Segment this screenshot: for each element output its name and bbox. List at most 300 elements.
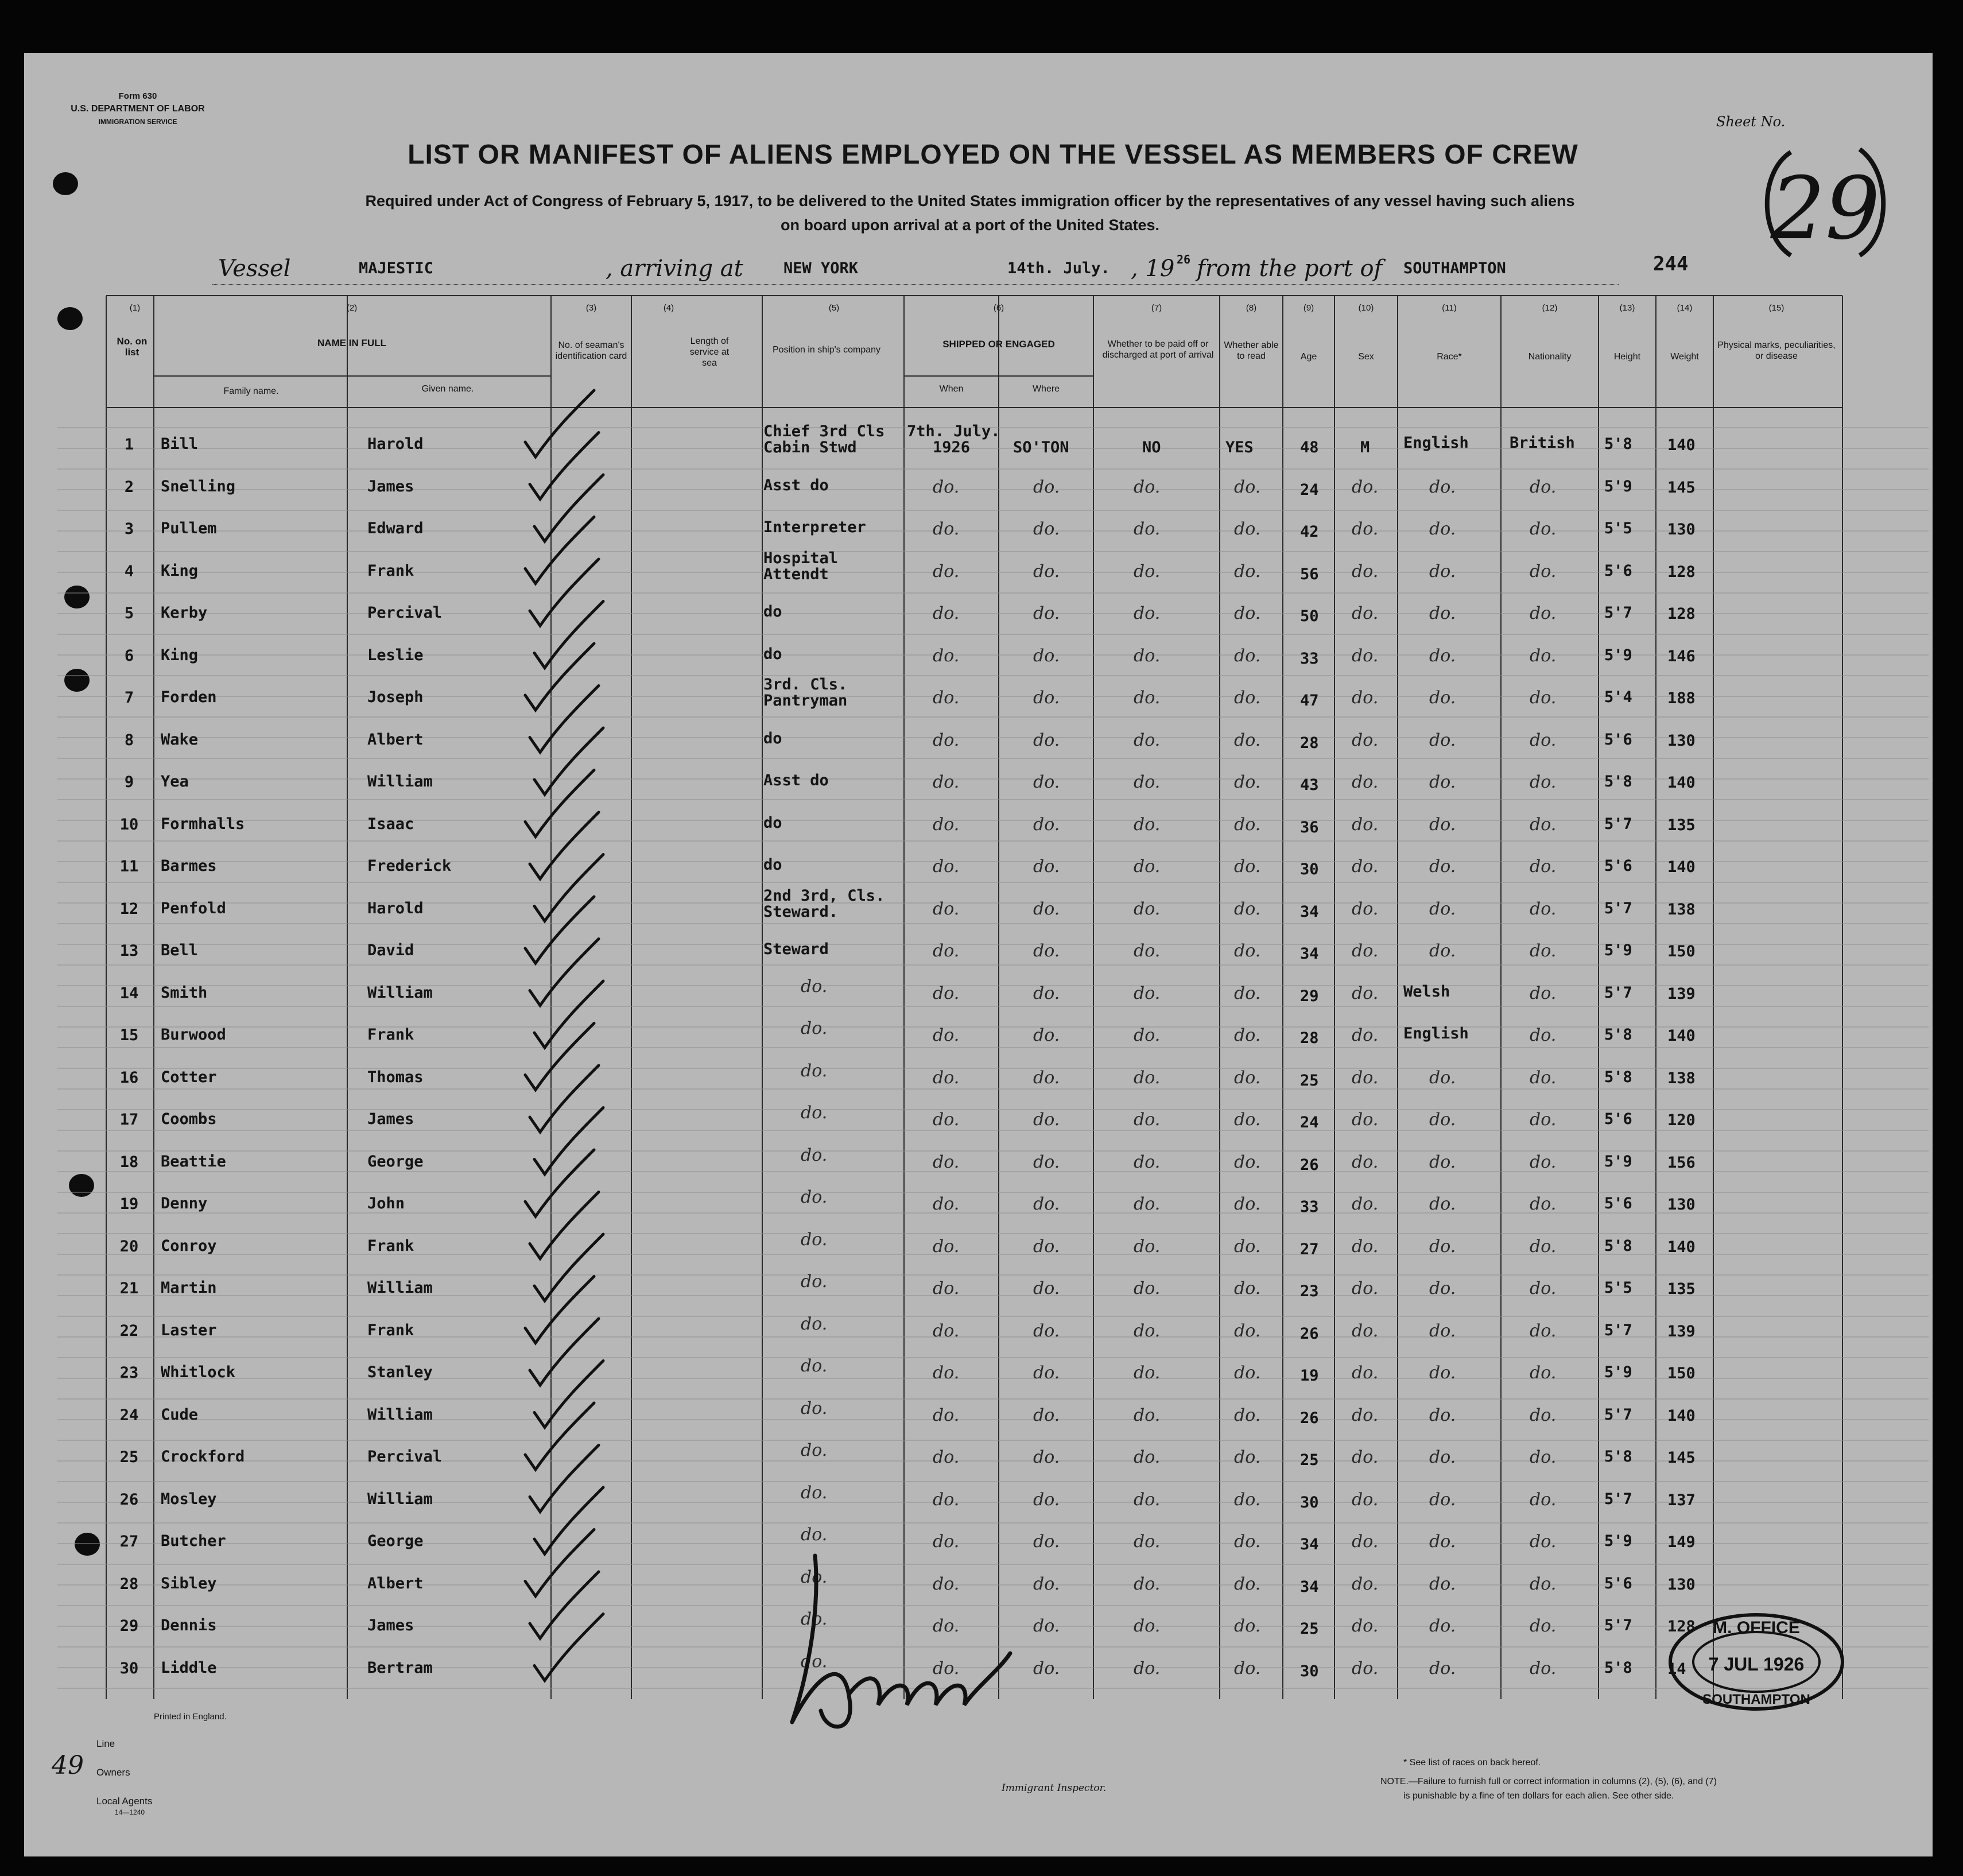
ditto-mark: do. [1033,1110,1060,1130]
height: 5'9 [1604,1532,1632,1550]
row-number: 10 [119,815,139,834]
family-name: Barmes [161,857,217,875]
ditto-mark: do. [1352,814,1379,835]
ditto-mark: do. [1134,1110,1161,1130]
weight: 128 [1667,1618,1696,1635]
ditto-mark: do. [801,1060,828,1081]
ditto-mark: do. [1429,1447,1456,1467]
position: do [763,813,782,832]
position: do [763,603,782,621]
ditto-mark: do. [933,1405,960,1425]
ditto-mark: do. [1429,519,1456,539]
ditto-mark: do. [1033,941,1060,961]
ditto-mark: do. [1530,476,1557,497]
weight: 135 [1667,816,1696,834]
height: 5'7 [1604,899,1632,917]
row-number: 24 [119,1406,139,1424]
ditto-mark: do. [1530,941,1557,961]
ditto-mark: do. [1352,1320,1379,1341]
ditto-mark: do. [1530,603,1557,623]
height: 5'9 [1604,477,1632,495]
ditto-mark: do. [1530,1616,1557,1636]
weight: 128 [1667,605,1696,623]
ditto-mark: do. [1429,1489,1456,1510]
arrival-date: 14th. July. [1007,259,1110,277]
height: 5'6 [1604,857,1632,875]
ditto-mark: do. [1234,1363,1261,1383]
family-name: Dennis [161,1617,217,1634]
family-name: Wake [161,730,199,749]
ditto-mark: do. [1234,561,1261,582]
ditto-mark: do. [1530,983,1557,1003]
row-number: 12 [119,900,139,918]
given-name: Frederick [367,857,452,875]
family-name: King [161,646,199,664]
ditto-mark: do. [1234,1320,1261,1341]
ditto-mark: do. [1234,898,1261,919]
weight: 140 [1667,436,1696,454]
height: 5'7 [1604,1490,1632,1508]
row-number: 26 [119,1490,139,1509]
ditto-mark: do. [933,1110,960,1130]
family-name: Penfold [161,899,226,917]
position: Hospital [763,549,839,567]
family-name: Burwood [161,1026,226,1044]
row-number: 1 [124,436,134,454]
row-number: 22 [119,1321,139,1340]
row-number: 6 [124,646,134,665]
ditto-mark: do. [1429,561,1456,582]
ditto-mark: do. [1429,645,1456,666]
ditto-mark: do. [1429,1532,1456,1552]
ditto-mark: do. [801,1103,828,1123]
col-num-2: (2) [346,303,358,313]
page-reference: 244 [1653,253,1689,276]
age: 34 [1300,1577,1319,1596]
ditto-mark: do. [1429,898,1456,919]
ditto-mark: do. [1352,1658,1379,1679]
family-name: Liddle [161,1658,217,1677]
height: 5'6 [1604,561,1632,580]
ditto-mark: do. [933,1363,960,1383]
ditto-mark: do. [1234,1573,1261,1594]
ditto-mark: do. [933,645,960,666]
ditto-mark: do. [1134,1025,1161,1045]
row-number: 25 [119,1448,139,1466]
weight: 130 [1667,1196,1696,1214]
sheet-label: Sheet No. [1716,114,1786,130]
ditto-mark: do. [1134,1067,1161,1088]
age: 29 [1300,987,1319,1005]
printed-note: Printed in England. [154,1712,227,1722]
check-mark [534,1234,603,1301]
age: 33 [1300,1198,1319,1216]
age: 36 [1300,818,1319,836]
ditto-mark: do. [1234,1025,1261,1045]
age: 30 [1300,1493,1319,1511]
ditto-mark: do. [1234,1447,1261,1467]
row-number: 5 [124,604,134,622]
col-sub-family: Family name. [223,386,279,396]
ditto-mark: do. [933,730,960,750]
height: 5'7 [1604,983,1632,1002]
ditto-mark: do. [1134,856,1161,877]
ditto-mark: do. [1234,1152,1261,1172]
ditto-mark: do. [1429,1573,1456,1594]
family-name: Denny [161,1195,208,1212]
position: 2nd 3rd, Cls. [763,886,885,905]
col-num-8: (8) [1246,303,1257,313]
position: Steward [763,940,829,958]
given-name: Albert [367,1574,424,1592]
races-note: * See list of races on back hereof. [1403,1758,1541,1768]
ditto-mark: do. [1429,814,1456,835]
family-name: Kerby [161,604,208,622]
ditto-mark: do. [1234,856,1261,877]
ditto-mark: do. [1530,772,1557,792]
ditto-mark: do. [1352,1152,1379,1172]
ditto-mark: do. [1033,730,1060,750]
age: 43 [1300,776,1319,794]
ditto-mark: do. [1134,1278,1161,1299]
ditto-mark: do. [1352,645,1379,666]
position: do [763,856,782,874]
ditto-mark: do. [801,1356,828,1376]
given-name: William [367,983,433,1002]
ditto-mark: do. [1429,603,1456,623]
ditto-mark: do. [1234,1616,1261,1636]
ditto-mark: do. [1033,1363,1060,1383]
age: 27 [1300,1240,1319,1258]
office-stamp [1665,1607,1848,1716]
age: 26 [1300,1409,1319,1427]
weight: 149 [1667,1533,1696,1551]
given-name: William [367,773,433,790]
height: 5'8 [1604,1068,1632,1086]
ditto-mark: do. [1234,1067,1261,1088]
given-name: William [367,1490,433,1508]
ditto-mark: do. [1033,1067,1060,1088]
year-prefix: , 19 [1131,255,1175,282]
row-number: 7 [124,689,134,707]
age: 34 [1300,945,1319,963]
row-number: 3 [124,520,134,538]
row-number: 20 [119,1237,139,1255]
subtitle-line-1: Required under Act of Congress of February 5, 1917, to be delivered to the United States immigration officer by the representatives of any vessel having such aliens [365,192,1575,210]
ditto-mark: do. [1530,1236,1557,1257]
given-name: John [367,1195,405,1212]
footer-agents-label: Local Agents [96,1796,153,1807]
ditto-mark: do. [933,1067,960,1088]
arriving-label: , arriving at [606,255,743,282]
ditto-mark: do. [1429,1363,1456,1383]
ditto-mark: do. [1234,1278,1261,1299]
ditto-mark: do. [933,1236,960,1257]
age: 28 [1300,1029,1319,1047]
weight: 130 [1667,1575,1696,1594]
ditto-mark: do. [1429,772,1456,792]
ditto-mark: do. [1352,688,1379,708]
ditto-mark: do. [1352,1110,1379,1130]
given-name: Bertram [367,1658,433,1677]
ditto-mark: do. [1234,1658,1261,1679]
position-line-2: Attendt [763,565,829,583]
ditto-mark: do. [1033,1405,1060,1425]
col-head-service: Length of service at sea [689,336,730,368]
sheet-number: 29 [1770,159,1880,259]
position: 3rd. Cls. [763,676,848,693]
age: 19 [1300,1367,1319,1385]
ditto-mark: do. [933,1152,960,1172]
inspector-label: Immigrant Inspector. [1002,1782,1107,1794]
ditto-mark: do. [1134,772,1161,792]
ditto-mark: do. [1352,519,1379,539]
col-num-6: (6) [993,303,1004,313]
ditto-mark: do. [801,1018,828,1038]
race: Welsh [1403,982,1450,1001]
age: 56 [1300,565,1319,583]
given-name: Frank [367,561,414,580]
ditto-mark: do. [1352,898,1379,919]
col-num-10: (10) [1358,303,1374,313]
family-name: Coombs [161,1110,217,1128]
ditto-mark: do. [1134,1658,1161,1679]
given-name: Frank [367,1026,414,1044]
family-name: Yea [161,773,189,790]
ditto-mark: do. [1429,1194,1456,1214]
family-name: Butcher [161,1532,226,1550]
given-name: Thomas [367,1068,424,1086]
given-name: Joseph [367,688,424,706]
given-name: James [367,1110,414,1128]
department: U.S. DEPARTMENT OF LABOR [71,104,205,114]
col-sub-given: Given name. [421,384,474,394]
ditto-mark: do. [1033,1658,1060,1679]
col-head-sex: Sex [1358,352,1374,362]
col-head-weight: Weight [1670,352,1699,362]
ditto-mark: do. [1530,561,1557,582]
ditto-mark: do. [933,941,960,961]
col-sub-where: Where [1032,384,1060,394]
ditto-mark: do. [1530,645,1557,666]
from-label: from the port of [1197,255,1383,282]
row-number: 23 [119,1364,139,1382]
ditto-mark: do. [1134,476,1161,497]
ditto-mark: do. [1134,1573,1161,1594]
height: 5'5 [1604,1279,1632,1297]
col-head-shipped: SHIPPED OR ENGAGED [942,339,1055,350]
ditto-mark: do. [1033,1194,1060,1214]
footer-line-label: Line [96,1738,115,1749]
ditto-mark: do. [1033,983,1060,1003]
ditto-mark: do. [1429,941,1456,961]
margin-note: 49 [52,1751,84,1780]
height: 5'6 [1604,1110,1632,1128]
ditto-mark: do. [1530,1489,1557,1510]
col-head-idcard: No. of seaman's identification card [555,340,627,361]
weight: 140 [1667,774,1696,792]
col-num-7: (7) [1151,303,1162,313]
position-line-2: Pantryman [763,692,848,710]
weight: 188 [1667,689,1696,707]
ditto-mark: do. [933,1278,960,1299]
ditto-mark: do. [801,1567,828,1587]
row-number: 13 [119,942,139,960]
race: English [1403,1025,1469,1042]
position-line-2: Cabin Stwd [763,439,857,456]
ditto-mark: do. [1134,519,1161,539]
ditto-mark: do. [1530,1320,1557,1341]
row-number: 27 [119,1533,139,1551]
position-line-2: Steward. [763,902,839,921]
shipped-when-year: 1926 [933,439,971,456]
height: 5'7 [1604,1405,1632,1424]
ditto-mark: do. [933,561,960,582]
age: 24 [1300,1114,1319,1131]
ditto-mark: do. [1530,1067,1557,1088]
nationality: British [1510,434,1575,452]
age: 48 [1300,439,1319,456]
age: 47 [1300,692,1319,710]
ditto-mark: do. [1134,983,1161,1003]
height: 5'8 [1604,435,1632,453]
page-title: LIST OR MANIFEST OF ALIENS EMPLOYED ON THE VESSEL AS MEMBERS OF CREW [408,139,1578,170]
weight: 140 [1667,1406,1696,1425]
weight: 156 [1667,1153,1696,1172]
weight: 137 [1667,1491,1696,1509]
weight: 150 [1667,1365,1696,1382]
col-head-race: Race* [1437,352,1462,362]
family-name: Smith [161,983,208,1002]
row-number: 21 [119,1280,139,1297]
paid-off: NO [1142,439,1161,456]
ditto-mark: do. [1134,688,1161,708]
row-number: 11 [119,858,139,875]
ditto-mark: do. [1352,730,1379,750]
col-num-4: (4) [663,303,674,313]
ditto-mark: do. [1234,1110,1261,1130]
ditto-mark: do. [1134,1320,1161,1341]
year-suffix: 26 [1177,253,1191,266]
ditto-mark: do. [1429,856,1456,877]
ditto-mark: do. [801,976,828,997]
ditto-mark: do. [1134,561,1161,582]
ditto-mark: do. [801,1482,828,1503]
departure-port: SOUTHAMPTON [1403,259,1506,277]
given-name: George [367,1152,424,1170]
ditto-mark: do. [1352,1532,1379,1552]
ditto-mark: do. [1352,1489,1379,1510]
family-name: Martin [161,1279,217,1297]
col-head-nationality: Nationality [1528,352,1572,362]
given-name: Stanley [367,1363,433,1381]
ditto-mark: do. [1033,898,1060,919]
given-name: James [367,1617,414,1634]
family-name: Beattie [161,1152,226,1170]
ditto-mark: do. [1234,1194,1261,1214]
position: Asst do [763,772,829,789]
ditto-mark: do. [933,1194,960,1214]
check-mark [534,475,603,541]
service: IMMIGRATION SERVICE [98,118,177,126]
row-number: 30 [119,1659,139,1677]
ditto-mark: do. [1429,1067,1456,1088]
row-number: 19 [119,1195,139,1213]
position: do [763,729,782,747]
weight: 130 [1667,731,1696,750]
ditto-mark: do. [1530,814,1557,835]
height: 5'8 [1604,1026,1632,1044]
ditto-mark: do. [1033,1025,1060,1045]
ditto-mark: do. [1033,1152,1060,1172]
row-number: 14 [119,984,139,1002]
weight: 138 [1667,1069,1696,1087]
age: 30 [1300,861,1319,878]
ditto-mark: do. [933,603,960,623]
age: 50 [1300,607,1319,625]
ditto-mark: do. [1134,1532,1161,1552]
row-number: 16 [119,1068,139,1087]
ditto-mark: do. [1134,898,1161,919]
given-name: Leslie [367,646,424,664]
sex: M [1360,439,1370,456]
ditto-mark: do. [1134,814,1161,835]
col-num-5: (5) [828,303,840,313]
family-name: King [161,561,199,580]
height: 5'8 [1604,773,1632,790]
given-name: William [367,1405,433,1424]
family-name: Cotter [161,1068,217,1086]
ditto-mark: do. [801,1272,828,1292]
ditto-mark: do. [1429,1320,1456,1341]
row-number: 28 [119,1575,139,1593]
position: do [763,645,782,663]
family-name: Pullem [161,520,217,537]
ditto-mark: do. [1530,1447,1557,1467]
col-num-13: (13) [1619,303,1635,313]
ditto-mark: do. [1352,1067,1379,1088]
ditto-mark: do. [1033,688,1060,708]
check-mark [534,855,603,921]
ditto-mark: do. [1134,1447,1161,1467]
ditto-mark: do. [801,1398,828,1418]
ditto-mark: do. [1530,856,1557,877]
height: 5'6 [1604,730,1632,749]
ditto-mark: do. [1429,1236,1456,1257]
family-name: Sibley [161,1574,217,1592]
weight: 135 [1667,1280,1696,1298]
weight: 150 [1667,943,1696,960]
ditto-mark: do. [1352,1447,1379,1467]
height: 5'5 [1604,520,1632,537]
ditto-mark: do. [1033,772,1060,792]
given-name: Harold [367,899,424,917]
weight: 146 [1667,647,1696,665]
weight: 138 [1667,900,1696,918]
ditto-mark: do. [1352,1573,1379,1594]
ditto-mark: do. [1530,730,1557,750]
col-num-9: (9) [1303,303,1314,313]
row-number: 15 [119,1026,139,1044]
ditto-mark: do. [1134,603,1161,623]
ditto-mark: do. [1429,1152,1456,1172]
row-number: 8 [124,731,134,749]
ditto-mark: do. [1234,476,1261,497]
given-name: Isaac [367,815,414,833]
age: 25 [1300,1451,1319,1469]
age: 25 [1300,1071,1319,1090]
row-number: 18 [119,1153,139,1171]
